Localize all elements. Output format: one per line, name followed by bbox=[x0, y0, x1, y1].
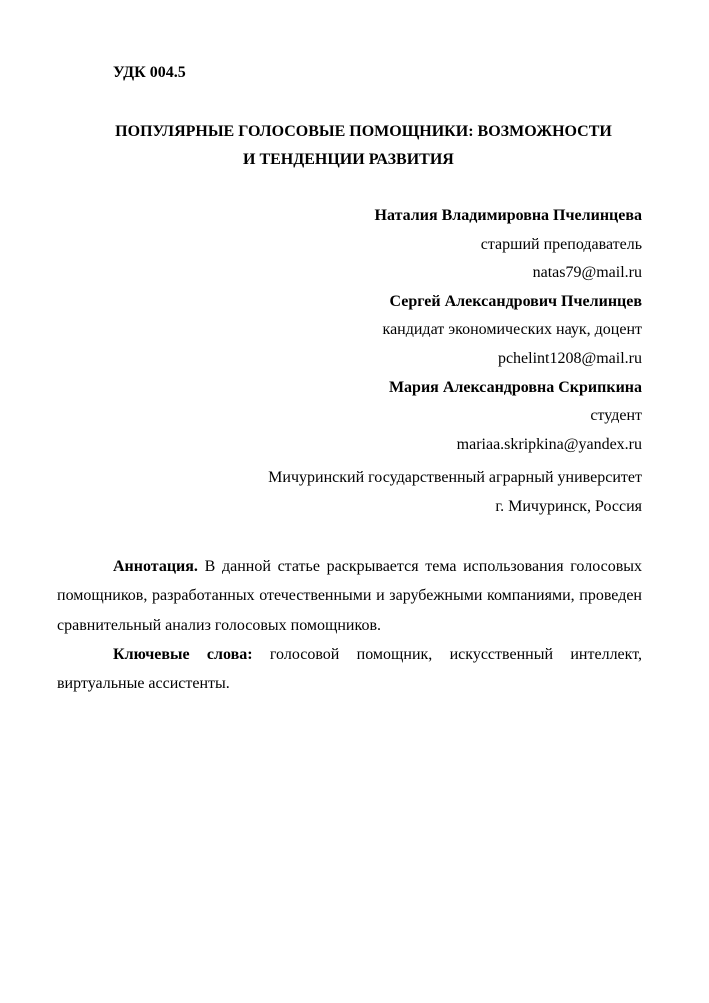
author-1-email: natas79@mail.ru bbox=[532, 264, 642, 281]
keywords-paragraph bbox=[57, 640, 642, 699]
udc-code: УДК 004.5 bbox=[113, 64, 186, 81]
abstract-paragraph bbox=[57, 552, 642, 640]
author-1-name: Наталия Владимировна Пчелинцева bbox=[374, 207, 642, 224]
title-line-2: И ТЕНДЕНЦИИ РАЗВИТИЯ bbox=[243, 151, 454, 168]
abstract-block bbox=[57, 552, 642, 698]
keywords-label: Ключевые слова: bbox=[113, 645, 253, 663]
affiliation-university: Мичуринский государственный аграрный университет bbox=[268, 469, 642, 486]
author-2-name: Сергей Александрович Пчелинцев bbox=[389, 293, 642, 310]
author-1-position: старший преподаватель bbox=[480, 236, 642, 253]
affiliation-city: г. Мичуринск, Россия bbox=[495, 498, 642, 515]
abstract-label: Аннотация. bbox=[113, 558, 198, 575]
author-2-email: pchelint1208@mail.ru bbox=[497, 350, 642, 367]
author-3-position: студент bbox=[590, 407, 642, 424]
author-2-position: кандидат экономических наук, доцент bbox=[382, 321, 642, 338]
title-line-1: ПОПУЛЯРНЫЕ ГОЛОСОВЫЕ ПОМОЩНИКИ: ВОЗМОЖНОСТИ bbox=[115, 123, 612, 140]
abstract-text: В данной статье раскрывается тема использования голосовых помощников, разработанных отечественными и зарубежными компаниями, проведен сравнительный анализ голосовых помощников. bbox=[57, 558, 642, 634]
keywords-text: голосовой помощник, искусственный интеллект, виртуальные ассистенты. bbox=[57, 645, 643, 693]
author-3-name: Мария Александровна Скрипкина bbox=[388, 379, 642, 396]
author-3-email: mariaa.skripkina@yandex.ru bbox=[456, 436, 642, 453]
